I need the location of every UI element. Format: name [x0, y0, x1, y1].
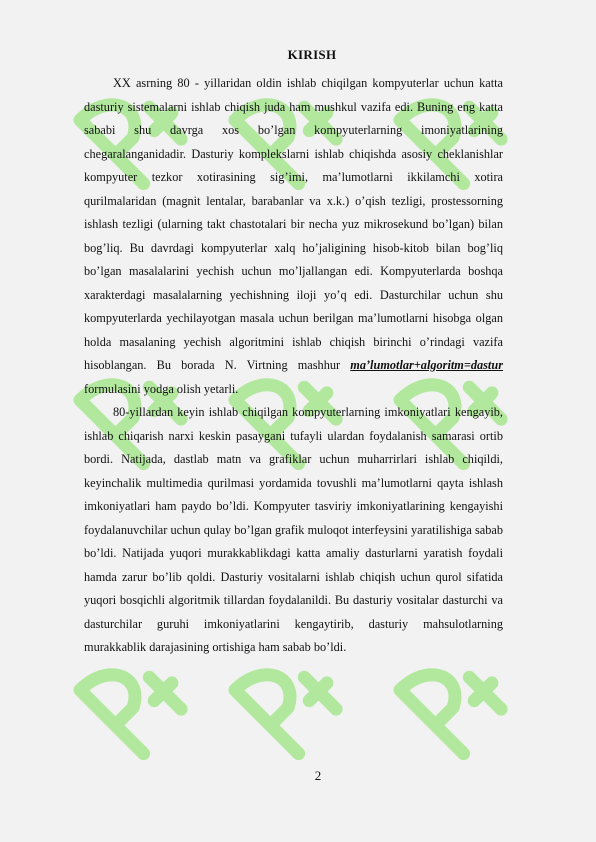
page-title: KIRISH — [287, 47, 337, 62]
paragraph-intro-end: formulasini yodga olish yetarli. — [84, 381, 239, 396]
paragraph-second: 80-yillardan keyin ishlab chiqilgan kompyuterlarning imkoniyatlari kengayib, ishlab chiqarish narxi keskin pasaygani tufayli ulardan foydalanish samarasi ortib bordi. Natijada, dastlab matn va grafiklar uchun muharrirlari ishlab chiqildi, keyinchalik multimedia qurilmasi yordamida tovushli ma’lumotlarni qayta ishlash imkoniyatlari ham paydo bo’ldi. Kompyuter tasviriy imkoniyatlarining kengayishi foydalanuvchilar uchun qulay bo’lgan grafik muloqot interfeysini yaratilishiga sabab bo’ldi. Natijada yuqori murakkablikdagi katta amaliy dasturlarni yaratish foydali hamda zarur bo’lib qoldi. Dasturiy vositalarni ishlab chiqish uchun qurol sifatida yuqori bosqichli algoritmik tillardan foydalanildi. Bu dasturiy vositalar dasturchi va dasturchilar guruhi imkoniyatlarini kengaytirib, dasturiy mahsulotlarning murakkablik darajasining ortishiga ham sabab bo’ldi. — [84, 405, 503, 654]
paragraph-intro — [84, 72, 503, 401]
page-number: 2 — [314, 768, 322, 783]
body-text — [84, 72, 503, 660]
formula-text: ma’lumotlar+algoritm=dastur — [350, 358, 503, 372]
paragraph-intro-text: XX asrning 80 - yillaridan oldin ishlab chiqilgan kompyuterlar uchun katta dasturiy sistemalarni ishlab chiqish juda ham mushkul vazifa edi. Buning eng katta sababi shu davrga xos bo’lgan kompyuterlarning imoniyatlarining chegaralanganidadir. Dasturiy komplekslarni ishlab chiqishda asosiy cheklanishlar kompyuter tezkor xotirasining sig’imi, ma’lumotlarni ikkilamchi xotira qurilmalaridan (magnit lentalar, barabanlar va x.k.) o’qish tezligi, prostessorning ishlash tezligi (ularning takt chastotalari bir necha yuz mikrosekund bo’lgan) bilan bog’liq. Bu davrdagi kompyuterlar xalq ho’jaligining hisob-kitob bilan bog’liq bo’lgan masalalarini yechish uchun mo’ljallangan edi. Kompyuterlarda boshqa xarakterdagi masalalarning yechishning iloji yo’q edi. Dasturchilar uchun shu kompyuterlarda yechilayotgan masala uchun berilgan ma’lumotlarni hisobga olgan holda masalaning yechish algoritmini ishlab chiqish birinchi o’rindagi vazifa hisoblangan. Bu borada N. Virtning mashhur — [84, 76, 503, 372]
